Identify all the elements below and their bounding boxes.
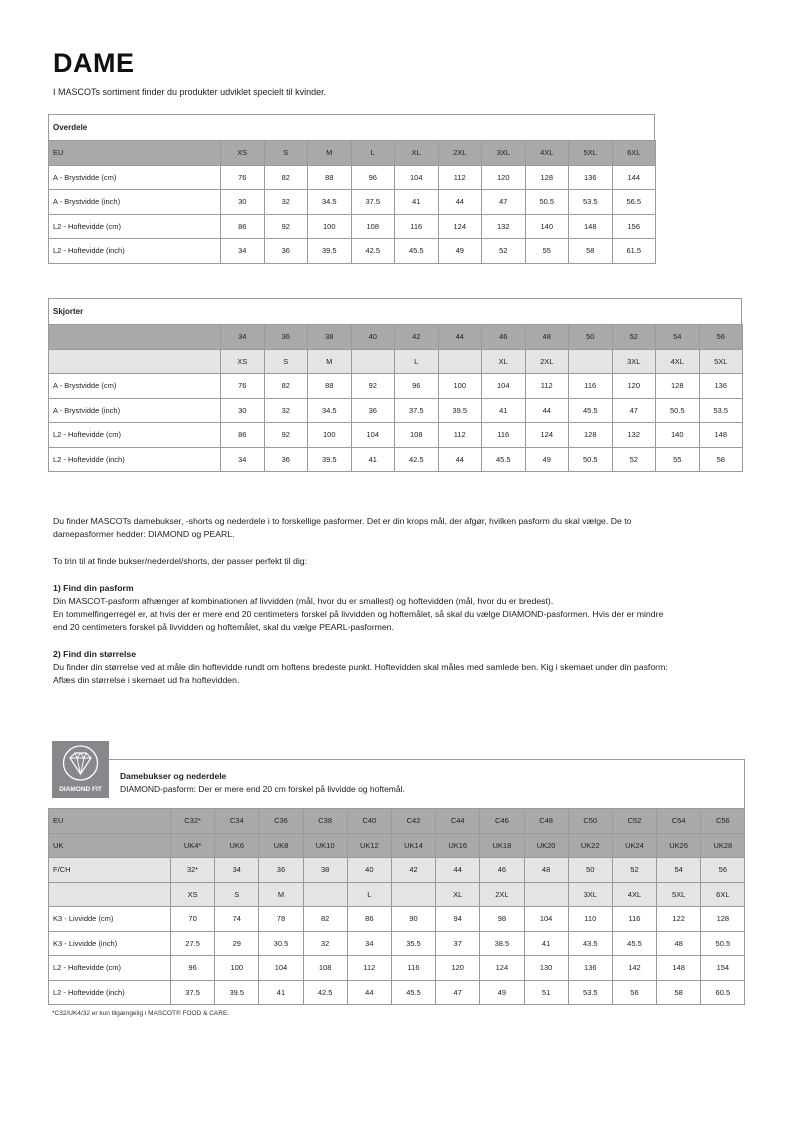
table-cell: 108: [303, 956, 347, 981]
table-cell: 76: [221, 165, 265, 190]
table-cell: 45.5: [612, 931, 656, 956]
table-cell: 74: [215, 907, 259, 932]
text-line: Din MASCOT-pasform afhænger af kombinationen af livvidden (mål, hvor du er smallest) og hoftevidden (mål, hvor du er bredest).: [53, 596, 554, 606]
table-row: [49, 809, 745, 834]
header-cell: 6XL: [612, 141, 656, 166]
table-cell: 56: [612, 980, 656, 1005]
table-cell: 104: [259, 956, 303, 981]
table-cell: 50: [568, 858, 612, 883]
table-cell: 45.5: [391, 980, 435, 1005]
page-subtitle: I MASCOTs sortiment finder du produkter udviklet specielt til kvinder.: [53, 87, 327, 97]
table-cell: 53.5: [569, 190, 613, 215]
table-cell: M: [259, 882, 303, 907]
table-cell: 37.5: [351, 190, 395, 215]
table-cell: UK14: [391, 833, 435, 858]
table-row: [49, 214, 656, 239]
table-cell: 49: [480, 980, 524, 1005]
table-cell: UK12: [347, 833, 391, 858]
page-title: DAME: [53, 48, 135, 78]
table-cell: 43.5: [568, 931, 612, 956]
table-row: [49, 190, 656, 215]
step1-heading: 1) Find din pasform: [53, 583, 134, 593]
table-cell: 30: [221, 398, 265, 423]
table-cell: 132: [482, 214, 526, 239]
table-cell: 35.5: [391, 931, 435, 956]
table-cell: C56: [701, 809, 745, 834]
table-cell: 112: [525, 374, 569, 399]
header-cell: 34: [221, 325, 265, 350]
table-cell: 41: [259, 980, 303, 1005]
table-cell: [524, 882, 568, 907]
header-cell: 56: [699, 325, 743, 350]
size-table-overdele: [48, 140, 656, 264]
table-cell: 78: [259, 907, 303, 932]
table-cell: 58: [699, 447, 743, 472]
table-cell: 34: [221, 239, 265, 264]
table-cell: 124: [525, 423, 569, 448]
table-cell: C36: [259, 809, 303, 834]
table-cell: 92: [351, 374, 395, 399]
table-cell: 128: [656, 374, 700, 399]
subheader-cell: 2XL: [525, 349, 569, 374]
diamond-fit-badge: [52, 741, 109, 798]
table-cell: 45.5: [569, 398, 613, 423]
row-label: A - Brystvidde (cm): [49, 165, 221, 190]
table-cell: 34.5: [308, 190, 352, 215]
table-row: [49, 931, 745, 956]
table-cell: 100: [438, 374, 482, 399]
table-cell: 108: [395, 423, 439, 448]
table-cell: UK18: [480, 833, 524, 858]
row-label: L2 - Hoftevidde (inch): [49, 447, 221, 472]
table-cell: 120: [612, 374, 656, 399]
table-cell: 120: [482, 165, 526, 190]
table-cell: [391, 882, 435, 907]
table-cell: 128: [569, 423, 613, 448]
table-cell: 41: [482, 398, 526, 423]
table-cell: 34.5: [308, 398, 352, 423]
header-cell: 46: [482, 325, 526, 350]
table-cell: 100: [308, 214, 352, 239]
table-cell: 42.5: [303, 980, 347, 1005]
row-label: L2 - Hoftevidde (inch): [49, 239, 221, 264]
diamond-table-title: Damebukser og nederdele: [120, 771, 227, 781]
table-cell: 104: [482, 374, 526, 399]
table-cell: 50.5: [701, 931, 745, 956]
table-cell: 92: [264, 214, 308, 239]
table-cell: 37.5: [395, 398, 439, 423]
table-cell: 27.5: [171, 931, 215, 956]
table-cell: 90: [391, 907, 435, 932]
table-cell: 41: [524, 931, 568, 956]
size-table-damebukser: [48, 808, 745, 1005]
table-cell: 47: [612, 398, 656, 423]
table-cell: 2XL: [480, 882, 524, 907]
header-cell: 3XL: [482, 141, 526, 166]
intro-paragraph: [53, 515, 743, 541]
table-cell: 55: [656, 447, 700, 472]
subheader-cell: XL: [482, 349, 526, 374]
table-cell: 48: [657, 931, 701, 956]
table-cell: 116: [395, 214, 439, 239]
table-cell: 49: [525, 447, 569, 472]
row-label: F/CH: [49, 858, 171, 883]
header-cell: 40: [351, 325, 395, 350]
table-cell: 50.5: [569, 447, 613, 472]
step2-section: [53, 648, 743, 687]
diamond-fit-label: DIAMOND FIT: [59, 786, 102, 793]
table-cell: 40: [347, 858, 391, 883]
subheader-cell: [351, 349, 395, 374]
table-cell: 41: [351, 447, 395, 472]
subheader-cell: 3XL: [612, 349, 656, 374]
table-cell: 128: [525, 165, 569, 190]
row-label: EU: [49, 809, 171, 834]
table-cell: 156: [612, 214, 656, 239]
table-cell: UK6: [215, 833, 259, 858]
header-cell: 44: [438, 325, 482, 350]
table-cell: 88: [308, 374, 352, 399]
table-cell: 122: [657, 907, 701, 932]
footnote: *C32/UK4/32 er kun tilgængelig i MASCOT® FOOD & CARE.: [52, 1010, 230, 1017]
table-cell: UK20: [524, 833, 568, 858]
header-cell: 50: [569, 325, 613, 350]
subheader-cell: 5XL: [699, 349, 743, 374]
table-cell: UK4*: [171, 833, 215, 858]
table-cell: 38: [303, 858, 347, 883]
table-cell: 56: [701, 858, 745, 883]
table-row: [49, 398, 743, 423]
row-label: UK: [49, 833, 171, 858]
table-cell: 34: [221, 447, 265, 472]
table-cell: 44: [525, 398, 569, 423]
table-cell: 47: [436, 980, 480, 1005]
table-cell: 30: [221, 190, 265, 215]
table-cell: 53.5: [568, 980, 612, 1005]
table-cell: 30.5: [259, 931, 303, 956]
table-cell: 94: [436, 907, 480, 932]
row-label: L2 - Hoftevidde (cm): [49, 956, 171, 981]
header-cell: M: [308, 141, 352, 166]
table-cell: 60.5: [701, 980, 745, 1005]
table-cell: 36: [264, 447, 308, 472]
table-cell: 82: [264, 165, 308, 190]
subheader-cell: 4XL: [656, 349, 700, 374]
table-cell: 96: [351, 165, 395, 190]
table-cell: 124: [480, 956, 524, 981]
table-cell: 124: [438, 214, 482, 239]
table-cell: C40: [347, 809, 391, 834]
table-header-row: [49, 325, 743, 350]
table-cell: 112: [438, 165, 482, 190]
table-cell: 44: [438, 190, 482, 215]
table-cell: 39.5: [215, 980, 259, 1005]
step1-section: [53, 582, 743, 634]
table-cell: 58: [657, 980, 701, 1005]
table-cell: 116: [391, 956, 435, 981]
table-row: [49, 447, 743, 472]
text-line: damepasformer hedder: DIAMOND og PEARL.: [53, 529, 235, 539]
table-cell: 37: [436, 931, 480, 956]
table-cell: C38: [303, 809, 347, 834]
table-cell: 154: [701, 956, 745, 981]
table-cell: 82: [264, 374, 308, 399]
table-header-row: [49, 141, 656, 166]
text-line: end 20 centimeters forskel på livvidden og hoftemålet, skal du vælge PEARL-pasformen.: [53, 622, 394, 632]
table-cell: 96: [395, 374, 439, 399]
table-cell: 108: [351, 214, 395, 239]
table-cell: 49: [438, 239, 482, 264]
table-cell: 42.5: [395, 447, 439, 472]
table-cell: 3XL: [568, 882, 612, 907]
table-cell: UK16: [436, 833, 480, 858]
table-cell: 128: [701, 907, 745, 932]
table-cell: XL: [436, 882, 480, 907]
steps-intro: To trin til at finde bukser/nederdel/shorts, der passer perfekt til dig:: [53, 556, 307, 566]
table-cell: 50.5: [656, 398, 700, 423]
table-cell: 54: [657, 858, 701, 883]
text-line: Du finder MASCOTs damebukser, -shorts og nederdele i to forskellige pasformer. Det er din krops mål, der afgør, hvilken pasform du skal vælge. De to: [53, 516, 632, 526]
table-cell: 86: [221, 214, 265, 239]
table-cell: 32: [303, 931, 347, 956]
table-cell: 92: [264, 423, 308, 448]
table-cell: 52: [612, 858, 656, 883]
table-cell: C32*: [171, 809, 215, 834]
table-row: [49, 423, 743, 448]
table-cell: 41: [395, 190, 439, 215]
row-label: A - Brystvidde (inch): [49, 398, 221, 423]
table-cell: 104: [351, 423, 395, 448]
table-cell: 38.5: [480, 931, 524, 956]
table-cell: 56.5: [612, 190, 656, 215]
table-cell: 120: [436, 956, 480, 981]
table-cell: 148: [657, 956, 701, 981]
header-cell: EU: [49, 141, 221, 166]
table-cell: C54: [657, 809, 701, 834]
text-line: Aflæs din størrelse i skemaet ud fra hoftevidden.: [53, 675, 240, 685]
row-label: [49, 882, 171, 907]
table-cell: 36: [351, 398, 395, 423]
table-cell: 39.5: [308, 447, 352, 472]
table-cell: UK8: [259, 833, 303, 858]
table-cell: 44: [436, 858, 480, 883]
table-row: [49, 858, 745, 883]
table-cell: 52: [612, 447, 656, 472]
table-cell: 32: [264, 398, 308, 423]
table-cell: C48: [524, 809, 568, 834]
table-cell: 136: [569, 165, 613, 190]
header-cell: 54: [656, 325, 700, 350]
table-cell: 98: [480, 907, 524, 932]
header-cell: [49, 325, 221, 350]
subheader-cell: XS: [221, 349, 265, 374]
table-cell: XS: [171, 882, 215, 907]
table-cell: 42.5: [351, 239, 395, 264]
table-row: [49, 833, 745, 858]
table-cell: 44: [438, 447, 482, 472]
table-cell: UK10: [303, 833, 347, 858]
table-cell: 100: [215, 956, 259, 981]
header-cell: 42: [395, 325, 439, 350]
row-label: A - Brystvidde (cm): [49, 374, 221, 399]
table-cell: 82: [303, 907, 347, 932]
table-cell: C42: [391, 809, 435, 834]
header-cell: XS: [221, 141, 265, 166]
table-cell: 116: [612, 907, 656, 932]
table-cell: UK26: [657, 833, 701, 858]
table-cell: 148: [569, 214, 613, 239]
table-cell: 148: [699, 423, 743, 448]
table-subheader-row: [49, 349, 743, 374]
table-row: [49, 165, 656, 190]
table-row: [49, 374, 743, 399]
table-cell: 46: [480, 858, 524, 883]
table-cell: S: [215, 882, 259, 907]
table-caption-skjorter: Skjorter: [48, 298, 742, 324]
table-cell: 142: [612, 956, 656, 981]
table-cell: UK24: [612, 833, 656, 858]
header-cell: 38: [308, 325, 352, 350]
table-cell: C50: [568, 809, 612, 834]
table-cell: 104: [395, 165, 439, 190]
row-label: L2 - Hoftevidde (cm): [49, 423, 221, 448]
table-cell: 88: [308, 165, 352, 190]
table-cell: 4XL: [612, 882, 656, 907]
table-cell: C34: [215, 809, 259, 834]
header-cell: S: [264, 141, 308, 166]
table-cell: 132: [612, 423, 656, 448]
table-cell: 34: [215, 858, 259, 883]
table-cell: 96: [171, 956, 215, 981]
table-cell: 86: [347, 907, 391, 932]
header-cell: 36: [264, 325, 308, 350]
table-cell: 61.5: [612, 239, 656, 264]
header-cell: XL: [395, 141, 439, 166]
table-cell: 44: [347, 980, 391, 1005]
table-cell: C52: [612, 809, 656, 834]
table-cell: 140: [656, 423, 700, 448]
step2-heading: 2) Find din størrelse: [53, 649, 137, 659]
table-cell: 130: [524, 956, 568, 981]
text-line: Du finder din størrelse ved at måle din hoftevidde rundt om hoftens bredeste punkt. Hoftevidden skal måles med samlede ben. Kig i skemaet under din pasform:: [53, 662, 668, 672]
table-cell: 104: [524, 907, 568, 932]
table-cell: 51: [524, 980, 568, 1005]
subheader-cell: M: [308, 349, 352, 374]
table-cell: 48: [524, 858, 568, 883]
table-cell: 42: [391, 858, 435, 883]
table-cell: 70: [171, 907, 215, 932]
row-label: K3 - Livvidde (cm): [49, 907, 171, 932]
table-cell: 36: [264, 239, 308, 264]
table-cell: 37.5: [171, 980, 215, 1005]
text-line: En tommelfingerregel er, at hvis der er mere end 20 centimeters forskel på livvidden og hoftemålet, så skal du vælge DIAMOND-pasformen. Hvis der er mindre: [53, 609, 664, 619]
table-cell: 39.5: [308, 239, 352, 264]
table-cell: 112: [438, 423, 482, 448]
table-row: [49, 956, 745, 981]
row-label: A - Brystvidde (inch): [49, 190, 221, 215]
subheader-cell: [569, 349, 613, 374]
subheader-cell: S: [264, 349, 308, 374]
header-cell: L: [351, 141, 395, 166]
table-cell: 100: [308, 423, 352, 448]
table-cell: 136: [699, 374, 743, 399]
header-cell: 52: [612, 325, 656, 350]
header-cell: 2XL: [438, 141, 482, 166]
size-table-skjorter: [48, 324, 743, 472]
diamond-table-description: DIAMOND-pasform: Der er mere end 20 cm forskel på livvidde og hoftemål.: [120, 784, 405, 794]
table-caption-overdele: Overdele: [48, 114, 655, 140]
table-cell: L: [347, 882, 391, 907]
table-cell: 39.5: [438, 398, 482, 423]
table-cell: 32: [264, 190, 308, 215]
table-row: [49, 882, 745, 907]
header-cell: 5XL: [569, 141, 613, 166]
table-cell: C44: [436, 809, 480, 834]
table-cell: 55: [525, 239, 569, 264]
table-cell: 116: [569, 374, 613, 399]
table-cell: UK22: [568, 833, 612, 858]
table-row: [49, 980, 745, 1005]
table-cell: 50.5: [525, 190, 569, 215]
table-cell: 144: [612, 165, 656, 190]
table-row: [49, 907, 745, 932]
table-row: [49, 239, 656, 264]
table-cell: 76: [221, 374, 265, 399]
table-cell: 58: [569, 239, 613, 264]
table-cell: 140: [525, 214, 569, 239]
table-cell: 34: [347, 931, 391, 956]
row-label: L2 - Hoftevidde (inch): [49, 980, 171, 1005]
subheader-cell: [438, 349, 482, 374]
table-cell: 136: [568, 956, 612, 981]
table-cell: 36: [259, 858, 303, 883]
subheader-cell: [49, 349, 221, 374]
row-label: K3 - Livvidde (inch): [49, 931, 171, 956]
table-cell: 32*: [171, 858, 215, 883]
table-cell: 52: [482, 239, 526, 264]
row-label: L2 - Hoftevidde (cm): [49, 214, 221, 239]
table-cell: 86: [221, 423, 265, 448]
table-cell: 6XL: [701, 882, 745, 907]
subheader-cell: L: [395, 349, 439, 374]
table-cell: C46: [480, 809, 524, 834]
table-cell: 116: [482, 423, 526, 448]
header-cell: 4XL: [525, 141, 569, 166]
table-cell: 112: [347, 956, 391, 981]
table-cell: 110: [568, 907, 612, 932]
table-cell: 45.5: [482, 447, 526, 472]
table-cell: UK28: [701, 833, 745, 858]
table-cell: [303, 882, 347, 907]
table-cell: 45.5: [395, 239, 439, 264]
header-cell: 48: [525, 325, 569, 350]
table-cell: 29: [215, 931, 259, 956]
table-cell: 53.5: [699, 398, 743, 423]
table-cell: 47: [482, 190, 526, 215]
table-cell: 5XL: [657, 882, 701, 907]
